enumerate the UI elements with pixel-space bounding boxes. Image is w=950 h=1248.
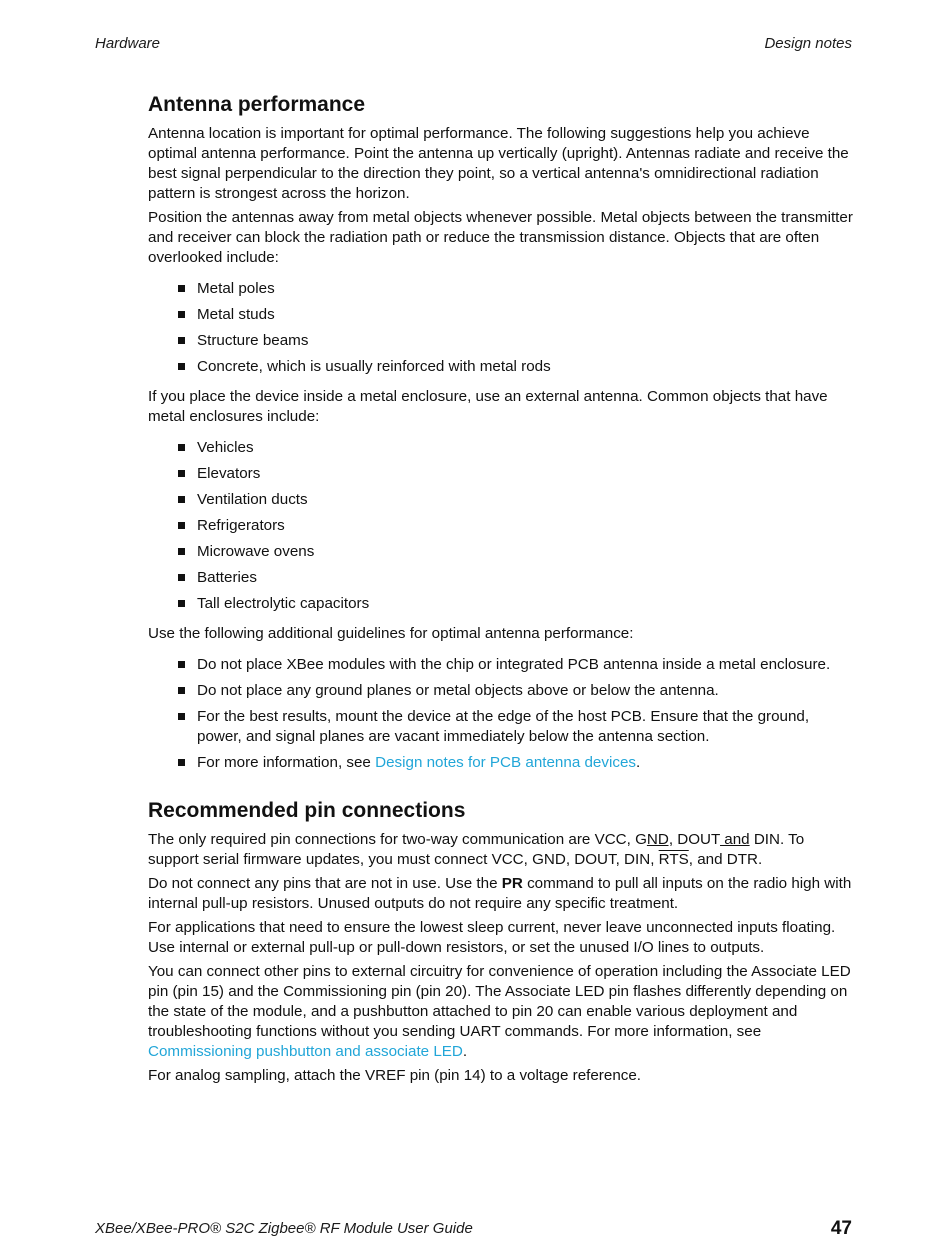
antenna-paragraph-2: Position the antennas away from metal objects whenever possible. Metal objects between the transmitter and receiver can block the radiation path or reduce the transmission distance. Objects that are often overlooked include: (148, 209, 853, 266)
running-header-topic: Design notes (764, 35, 852, 52)
recommended-pin-connections-heading: Recommended pin connections (148, 799, 466, 822)
square-bullet-icon (178, 444, 185, 451)
list-item (148, 568, 858, 588)
list-item (148, 357, 858, 377)
square-bullet-icon (178, 548, 185, 555)
list-item-text: Microwave ovens (197, 543, 315, 560)
list-item (148, 681, 858, 701)
list-item (148, 305, 858, 325)
pins-paragraph-1 (148, 830, 858, 870)
page-footer (95, 1220, 852, 1237)
square-bullet-icon (178, 574, 185, 581)
footer-guide-title: XBee/XBee-PRO® S2C Zigbee® RF Module User Guide (95, 1220, 473, 1237)
pcb-antenna-design-notes-link[interactable]: Design notes for PCB antenna devices (375, 754, 636, 771)
text-run: DOUT (673, 831, 721, 848)
text-run: DIN. To support serial firmware updates, you must connect VCC, GND, DOUT, DIN, (148, 831, 805, 868)
square-bullet-icon (178, 687, 185, 694)
list-item-text: For more information, see (197, 754, 376, 771)
list-item-text: Tall electrolytic capacitors (197, 595, 370, 612)
list-item (148, 516, 858, 536)
list-item-text: Do not place XBee modules with the chip or integrated PCB antenna inside a metal enclosure. (197, 656, 831, 673)
text-run: and (720, 831, 750, 848)
list-item-text: Do not place any ground planes or metal objects above or below the antenna. (197, 682, 719, 699)
list-item (148, 490, 858, 510)
square-bullet-icon (178, 713, 185, 720)
list-item-text: For the best results, mount the device at the edge of the host PCB. Ensure that the ground, power, and signal planes are vacant immediately below the antenna section. (197, 708, 810, 745)
pins-paragraph-2 (148, 874, 858, 914)
pins-paragraph-3: For applications that need to ensure the lowest sleep current, never leave unconnected inputs floating. Use internal or external pull-up or pull-down resistors, or set the unused I/O lines to outputs. (148, 919, 836, 956)
list-item-text: Batteries (197, 569, 257, 586)
list-item-text: Elevators (197, 465, 261, 482)
page-content (148, 92, 858, 1090)
square-bullet-icon (178, 661, 185, 668)
list-item (148, 594, 858, 614)
antenna-paragraph-3: If you place the device inside a metal enclosure, use an external antenna. Common objects that have metal enclosures include: (148, 388, 828, 425)
antenna-paragraph-4: Use the following additional guidelines for optimal antenna performance: (148, 625, 634, 642)
text-run: Do not connect any pins that are not in use. Use the (148, 875, 502, 892)
square-bullet-icon (178, 496, 185, 503)
running-header-section: Hardware (95, 35, 161, 52)
list-item-text: Metal poles (197, 280, 275, 297)
antenna-guidelines-list (148, 655, 858, 773)
square-bullet-icon (178, 337, 185, 344)
text-run: The only required pin connections for two-way communication are VCC, G (148, 831, 647, 848)
list-item-text: Metal studs (197, 306, 275, 323)
list-item (148, 655, 858, 675)
pr-command-name: PR (501, 875, 523, 892)
list-item (148, 438, 858, 458)
pins-paragraph-5: For analog sampling, attach the VREF pin (pin 14) to a voltage reference. (148, 1067, 642, 1084)
list-item-text: . (635, 754, 641, 771)
list-item (148, 464, 858, 484)
square-bullet-icon (178, 522, 185, 529)
square-bullet-icon (178, 311, 185, 318)
text-run: You can connect other pins to external circuitry for convenience of operation including the Associate LED pin (pin 15) and the Commissioning pin (pin 20). The Associate LED pin flashes differently depending on the state of the module, and a pushbutton attached to pin 20 can enable various deployment and troubleshooting functions without you sending UART commands. For more information, see (148, 963, 851, 1040)
text-run: , and DTR. (688, 851, 763, 868)
square-bullet-icon (178, 470, 185, 477)
metal-objects-list (148, 279, 858, 377)
enclosure-objects-list (148, 438, 858, 614)
pins-paragraph-4 (148, 962, 858, 1062)
commissioning-pushbutton-link[interactable]: Commissioning pushbutton and associate LED (148, 1043, 463, 1060)
text-run: ND, (646, 831, 674, 848)
square-bullet-icon (178, 600, 185, 607)
list-item (148, 331, 858, 351)
square-bullet-icon (178, 363, 185, 370)
list-item (148, 753, 858, 773)
list-item-text: Concrete, which is usually reinforced with metal rods (197, 358, 551, 375)
square-bullet-icon (178, 759, 185, 766)
list-item-text: Structure beams (197, 332, 309, 349)
antenna-paragraph-1: Antenna location is important for optimal performance. The following suggestions help you achieve optimal antenna performance. Point the antenna up vertically (upright). Antennas radiate and receive the best signal perpendicular to the direction they point, so a vertical antenna's omnidirectional radiation pattern is strongest across the horizon. (148, 125, 849, 202)
square-bullet-icon (178, 285, 185, 292)
list-item-text: Refrigerators (197, 517, 285, 534)
antenna-performance-heading: Antenna performance (148, 93, 366, 116)
text-run: $\overline{RTS}$ (658, 851, 689, 868)
text-run: command to pull all inputs on the radio high with internal pull-up resistors. Unused outputs do not require any specific treatment. (148, 875, 852, 912)
list-item (148, 707, 858, 747)
page-number: 47 (830, 1218, 852, 1239)
list-item (148, 542, 858, 562)
text-run: . (462, 1043, 468, 1060)
list-item (148, 279, 858, 299)
list-item-text: Ventilation ducts (197, 491, 308, 508)
list-item-text: Vehicles (197, 439, 254, 456)
